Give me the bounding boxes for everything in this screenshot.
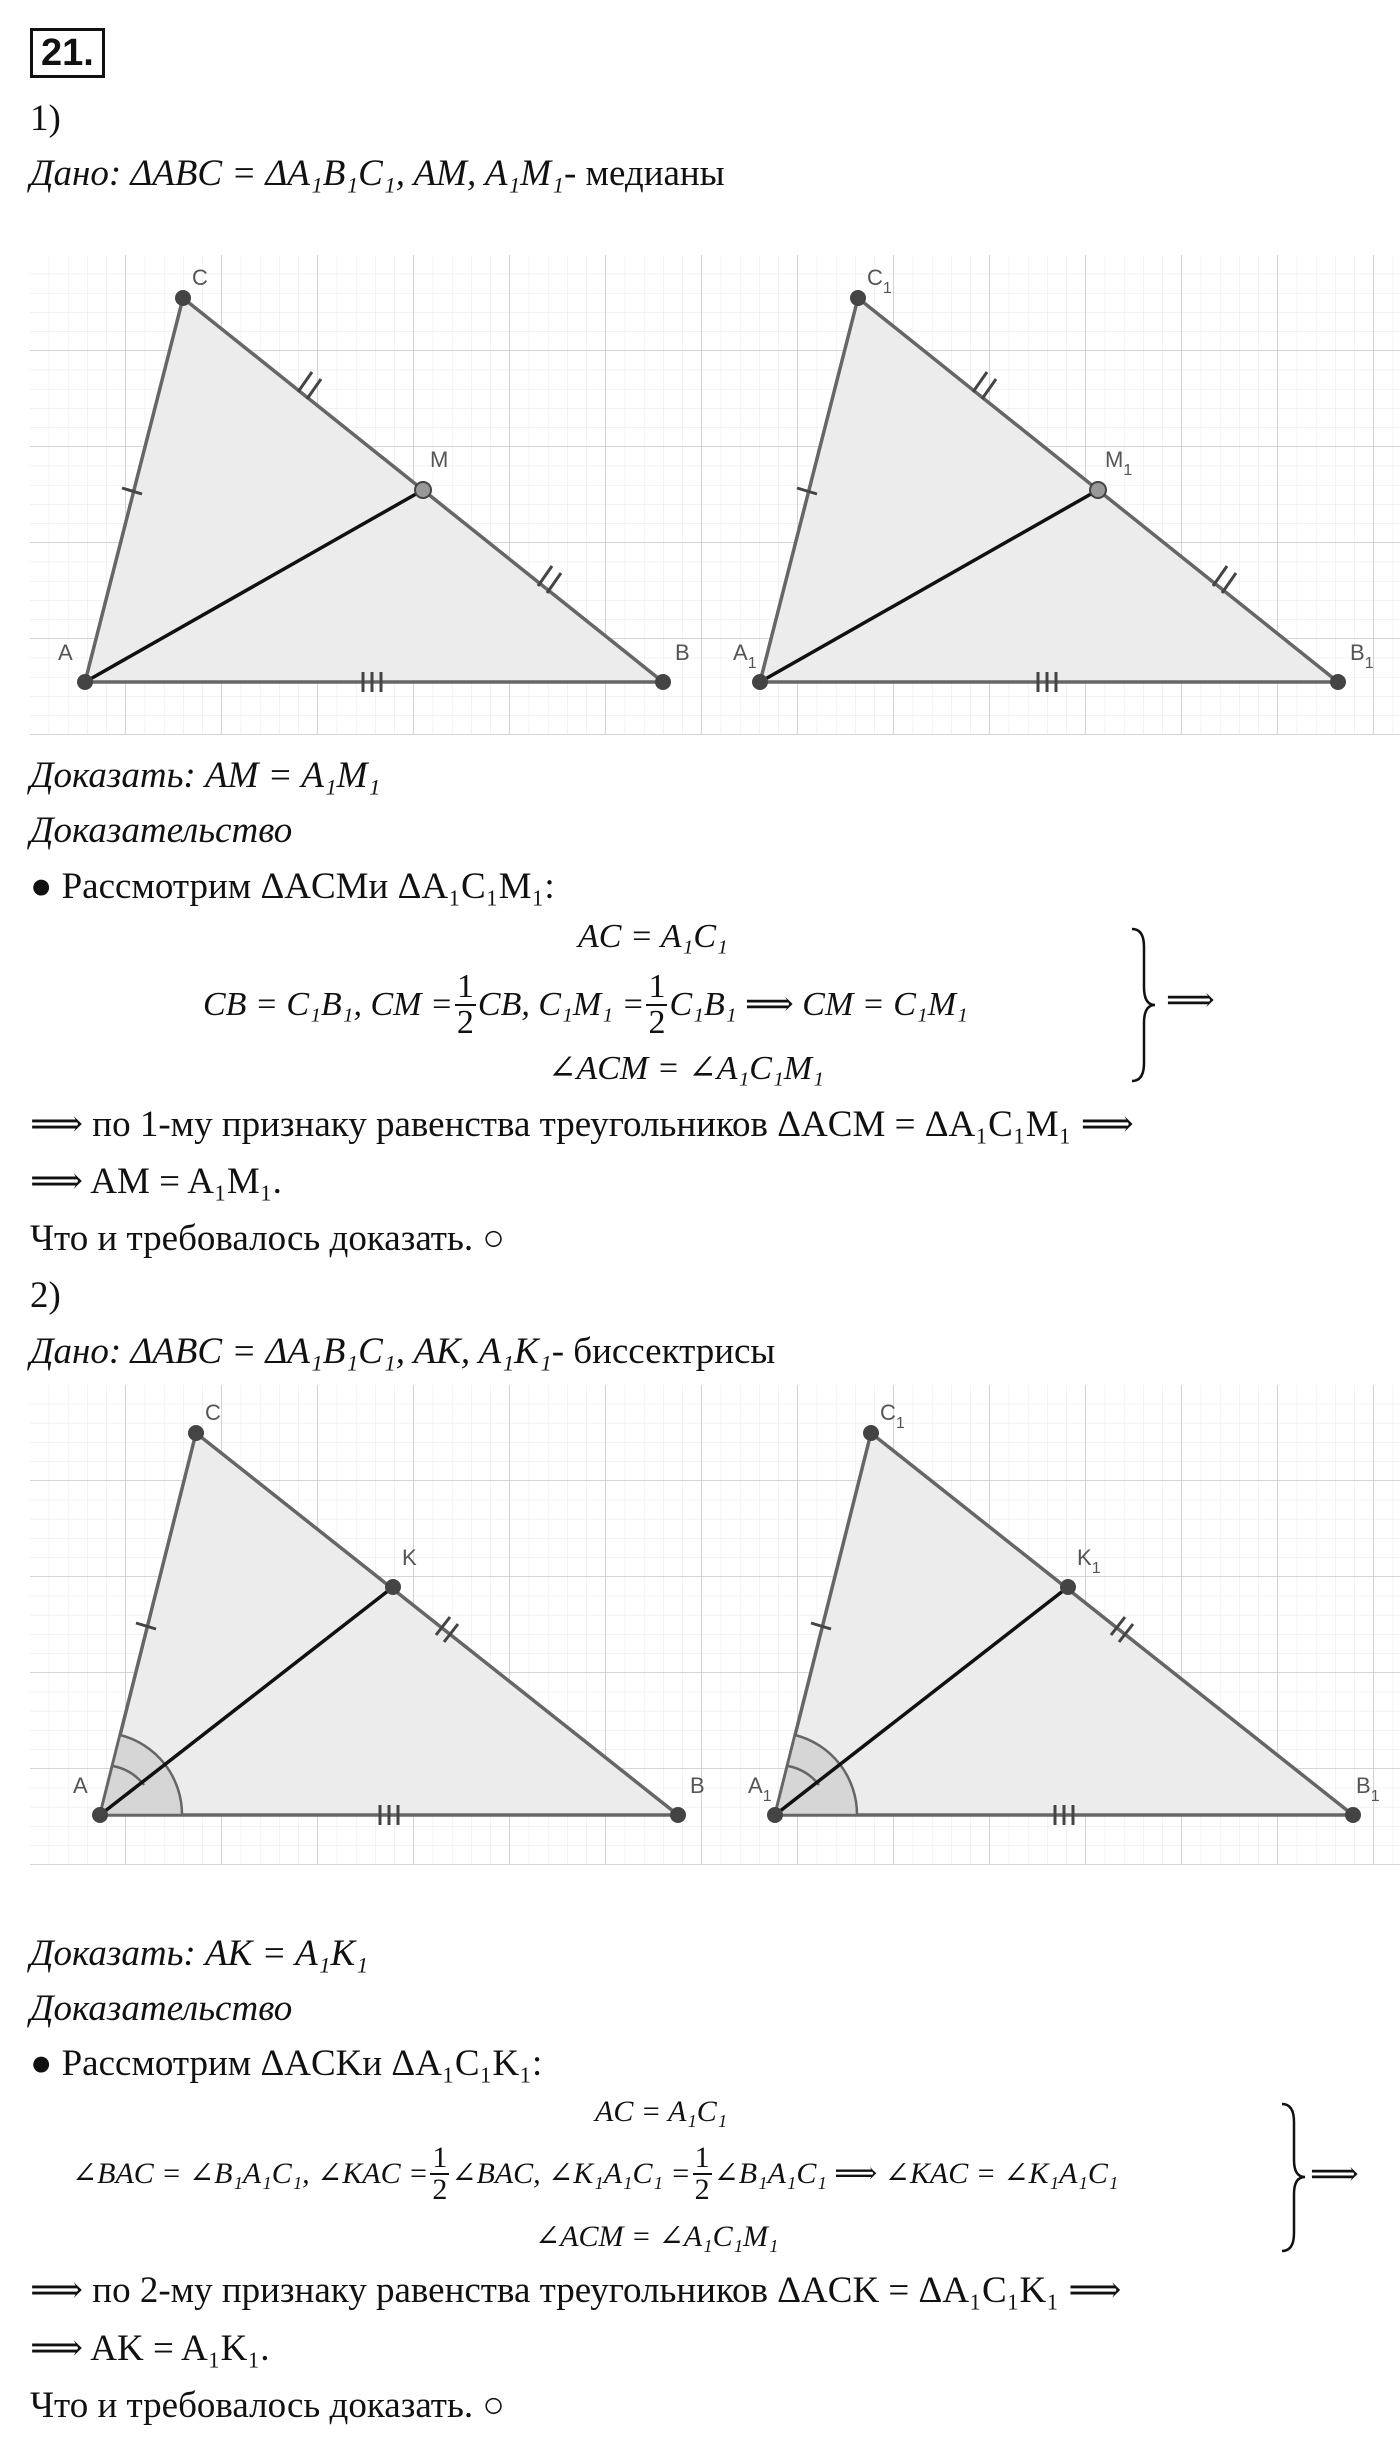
part2-label: 2) [30, 1275, 61, 1316]
label-a1: $A_1$ [733, 640, 757, 672]
label-m1: $M_1$ [1105, 447, 1133, 479]
label-a1: $A_1$ [748, 1773, 772, 1805]
brace-icon [1278, 2100, 1308, 2255]
part1-given-prefix: Дано [30, 153, 109, 194]
part2-conclusion2: ⟹ AK = A₁K₁. [30, 2328, 270, 2369]
label-k: K [402, 1545, 417, 1570]
part1-given [30, 155, 725, 192]
figure-bisectors [30, 1385, 1400, 1865]
figure-medians [30, 255, 1400, 735]
label-c: C [205, 1400, 221, 1425]
part1-given-formula: : ΔABC = ΔA₁B₁C₁, AM, A₁M₁ [108, 153, 564, 194]
part1-label: 1) [30, 98, 61, 139]
brace-icon [1128, 925, 1158, 1085]
part1-sys-line1: AC = A₁C₁ [578, 918, 728, 955]
part1-qed: Что и требовалось доказать. ○ [30, 1218, 505, 1259]
label-c: C [192, 265, 208, 290]
part2-prove-prefix: Доказать [30, 1933, 184, 1974]
part2-given-formula: : ΔABC = ΔA₁B₁C₁, AK, A₁K₁ [108, 1331, 552, 1372]
label-b: B [690, 1773, 705, 1798]
label-b: B [675, 640, 690, 665]
label-c1: $C_1$ [867, 265, 892, 297]
label-a: A [58, 640, 73, 665]
part1-sys-line2: CB = C₁B₁, CM = $\frac{1}{2}$ CB, C₁M₁ = $\frac{1}{2}$ C₁B₁ ⟹ CM = C₁M₁ [203, 968, 968, 1041]
fraction-half: $\frac{1}{2}$ [456, 968, 474, 1041]
part1-consider: ● Рассмотрим ΔACMи ΔA₁C₁M₁: [30, 866, 555, 907]
part1-prove-prefix: Доказать [30, 755, 184, 796]
part2-implies: ⟹ [1310, 2156, 1359, 2193]
part1-implies: ⟹ [1166, 982, 1215, 1019]
part1-proof-title: Доказательство [30, 810, 293, 851]
part2-given-prefix: Дано [30, 1331, 109, 1372]
fraction-half: $\frac{1}{2}$ [432, 2141, 448, 2206]
part2-proof-title: Доказательство [30, 1988, 293, 2029]
part2-sys-line3: ∠ACM = ∠A₁C₁M₁ [535, 2220, 779, 2253]
part1-conclusion1: ⟹ по 1-му признаку равенства треугольников ΔACM = ΔA₁C₁M₁ ⟹ [30, 1104, 1134, 1145]
part2-conclusion1: ⟹ по 2-му признаку равенства треугольников ΔACK = ΔA₁C₁K₁ ⟹ [30, 2270, 1122, 2311]
part2-prove-formula: : AK = A₁K₁ [183, 1933, 369, 1974]
part2-sys-line1: AC = A₁C₁ [595, 2095, 728, 2128]
label-a: A [73, 1773, 88, 1798]
part1-given-suffix: - медианы [563, 153, 725, 194]
part2-given [30, 1333, 775, 1370]
fraction-half: $\frac{1}{2}$ [694, 2141, 710, 2206]
part2-sys-line2: ∠BAC = ∠B₁A₁C₁, ∠KAC = $\frac{1}{2}$ ∠BAC, ∠K₁A₁C₁ = $\frac{1}{2}$ ∠B₁A₁C₁ ⟹ ∠KAC = ∠K₁A₁C₁ [72, 2141, 1119, 2206]
problem-number: 21. [30, 28, 105, 78]
part2-given-suffix: - биссектрисы [551, 1331, 776, 1372]
part1-prove [30, 757, 380, 794]
fraction-half: $\frac{1}{2}$ [648, 968, 666, 1041]
label-k1: $K_1$ [1077, 1545, 1101, 1577]
label-c1: $C_1$ [880, 1400, 905, 1432]
part2-prove [30, 1935, 368, 1972]
part1-prove-formula: : AM = A₁M₁ [183, 755, 381, 796]
part1-sys-line3: ∠ACM = ∠A₁C₁M₁ [548, 1050, 824, 1087]
part1-conclusion2: ⟹ AM = A₁M₁. [30, 1161, 282, 1202]
label-b1: $B_1$ [1356, 1773, 1380, 1805]
label-m: M [430, 447, 449, 472]
part2-qed: Что и требовалось доказать. ○ [30, 2385, 505, 2426]
part2-consider: ● Рассмотрим ΔACKи ΔA₁C₁K₁: [30, 2043, 543, 2084]
label-b1: $B_1$ [1350, 640, 1374, 672]
